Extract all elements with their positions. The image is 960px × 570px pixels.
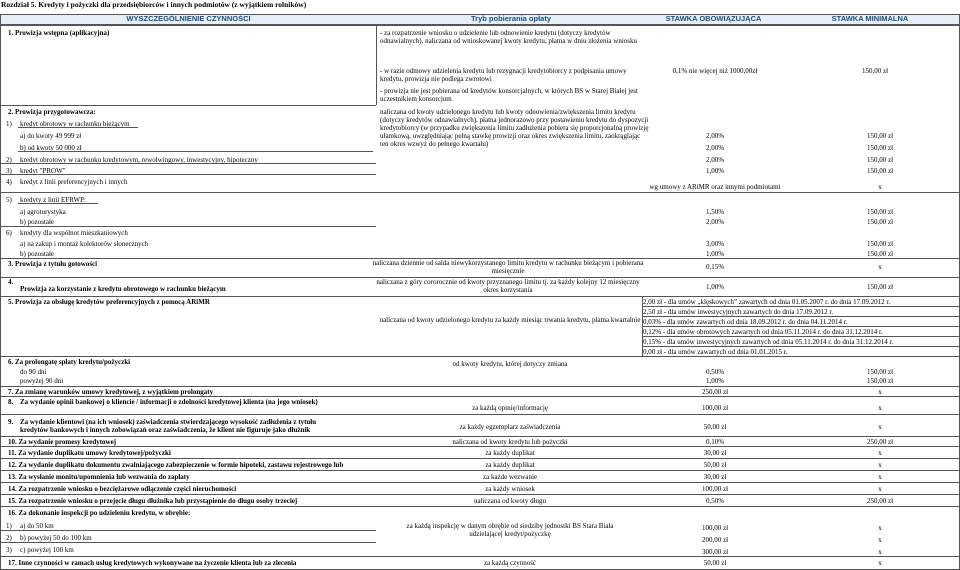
section-1-mode-b: - w razie odmowy udzielenia kredytu lub rezygnacji kredytobiorcy z podpisania umowy kredytu, prowizja nie podlega zwrotowi (380, 67, 627, 84)
section-10-rate: 0,10% (705, 438, 725, 446)
section-9-rate: 50,00 zł (703, 423, 727, 431)
section-16-row-c-min: x (878, 548, 882, 556)
section-2-row-1-number: 1) (6, 120, 12, 128)
header-rate: STAWKA OBOWIĄZUJĄCA (665, 14, 762, 23)
section-2-row-4-min: x (878, 183, 882, 191)
section-2-row-1a: a) do kwoty 49 999 zł (20, 132, 82, 140)
section-6-row-a-min: 150,00 zł (866, 368, 894, 376)
section-2-row-1b-rate: 2,00% (705, 144, 725, 152)
section-15-title: 15. Za rozpatrzenie wniosku o przejęcie długu dłużnika lub przystąpienie do długu osoby trzeciej (8, 497, 298, 505)
section-2-row-5a: a) agroturystyka (20, 208, 66, 216)
section-3-min: x (878, 263, 882, 271)
section-5-rate-4: 0,12% - dla umów obrotowych zawartych od dnia 05.11.2014 r. do dnia 31.12.2014 r. (643, 328, 883, 336)
section-2-row-5b: b) pozostałe (20, 218, 55, 226)
section-4-mode: naliczana z góry cororocznie od kwoty przyznanego limitu tj. za każdy kolejny 12 miesięczny okres korzystania (376, 278, 640, 295)
section-2-row-1b-min: 150,00 zł (866, 144, 894, 152)
section-17-min: x (878, 559, 882, 567)
section-5-title: 5. Prowizja za obsługę kredytów preferencyjnych z pomocą ARiMR (8, 298, 210, 306)
section-14-rate: 100,00 zł (701, 485, 729, 493)
section-2-row-6b-min: 150,00 zł (866, 250, 894, 258)
section-2-row-6b-rate: 1,00% (705, 250, 725, 258)
section-16-row-b-rate: 200,00 zł (701, 536, 729, 544)
section-4-rate: 1,00% (705, 283, 725, 291)
section-16-row-c-rate: 300,00 zł (701, 548, 729, 556)
section-6-row-b-min: 150,00 zł (866, 377, 894, 385)
section-9-min: x (878, 423, 882, 431)
section-3-mode: naliczana dziennie od salda niewykorzystanego limitu kredytu w rachunku bieżącym i pobierana miesięcznie (372, 259, 644, 276)
section-2-row-2-rate: 2,00% (705, 156, 725, 164)
section-6-row-a: do 90 dni (20, 368, 47, 376)
section-14-mode: za każdy wniosek (485, 485, 535, 493)
section-1-rate: 0,1% nie więcej niż 1000,00zł (672, 67, 758, 75)
section-8-title: Za wydanie opinii bankowej o kliencie / informacji o zdolności kredytowej klienta (na jego wniosek) (20, 398, 318, 406)
section-2-row-5a-rate: 1,50% (705, 208, 725, 216)
section-6-title: 6. Za prolongatę spłaty kredytu/pożyczki (8, 358, 131, 366)
section-12-min: x (878, 461, 882, 469)
section-2-row-2-number: 2) (6, 156, 12, 164)
section-16-row-a-number: 1) (6, 522, 12, 530)
section-2-row-3: kredyt "PROW" (20, 167, 66, 175)
section-3-title: 3. Prowizja z tytułu gotowości (8, 260, 98, 268)
section-7-rate: 250,00 zł (701, 388, 729, 396)
section-15-mode: naliczana od kwoty długu (473, 497, 547, 505)
section-10-title: 10. Za wydanie promesy kredytowej (8, 438, 117, 446)
section-12-mode: za każdy duplikat (485, 461, 535, 469)
section-5-rate-3: 0,03% - dla umów zawartych od dnia 18.09.2012 r. do dnia 04.11.2014 r. (643, 318, 848, 326)
section-16-row-c-number: 3) (6, 546, 12, 554)
section-13-mode: za każde wezwanie (482, 473, 538, 481)
section-2-title: 2. Prowizja przygotowawcza: (8, 108, 96, 116)
header-description: WYSZCZEGÓLNIENIE CZYNNOŚCI (126, 14, 251, 23)
section-2-row-4-rate: wg umowy z ARiMR oraz innymi podmiotami (649, 183, 781, 191)
section-13-rate: 30,00 zł (703, 473, 727, 481)
section-11-rate: 30,00 zł (703, 449, 727, 457)
document-title: Rozdział 5. Kredyty i pożyczki dla przedsiębiorców i innych podmiotów (z wyjątkiem rolników) (1, 0, 307, 9)
section-9-mode: za każdy egzemplarz zaświadczenia (459, 423, 561, 431)
section-4-title: Prowizja za korzystanie z kredytu obrotowego w rachunku bieżącym (20, 285, 226, 293)
section-17-rate: 50,00 zł (703, 559, 727, 567)
section-11-title: 11. Za wydanie duplikatu umowy kredytowej/pożyczki (8, 449, 171, 457)
section-5-rate-5: 0,15% - dla umów inwestycyjnych zawartych od dnia 05.11.2014 r. do dnia 31.12.2014 r. (643, 338, 894, 346)
section-7-min: x (878, 388, 882, 396)
section-1-mode-c: - prowizja nie jest pobierana od kredytów konsorcjalnych, w których BS w Starej Białej jest uczestnikiem konsorcjum (380, 87, 638, 104)
section-2-row-3-rate: 1,00% (705, 167, 725, 175)
section-12-title: 12. Za wydanie duplikatu dokumentu zwalniającego zabezpieczenie w formie hipoteki, zastawu rejestrowego lub (8, 461, 344, 469)
section-1-min: 150,00 zł (861, 67, 889, 75)
section-2-row-5b-rate: 2,00% (705, 218, 725, 226)
section-5-mode: naliczana od kwoty udzielonego kredytu za każdy miesiąc trwania kredytu, płatna kwartalnie (379, 316, 641, 324)
header-mode: Tryb pobierania opłaty (470, 14, 552, 23)
section-2-row-6a-rate: 3,00% (705, 240, 725, 248)
section-2-row-6: kredyty dla wspólnot mieszkaniowych (20, 229, 128, 237)
section-2-row-1a-rate: 2,00% (705, 132, 725, 140)
section-1-title: 1. Prowizja wstępna (aplikacyjna) (8, 29, 110, 37)
section-15-rate: 0,50% (705, 497, 725, 505)
section-2-row-2-min: 150,00 zł (866, 156, 894, 164)
section-2-row-1b: b) od kwoty 50 000 zł (20, 144, 82, 152)
section-5-rate-2: 2,50 zł - dla umów inwestycyjnych zawartych do dnia 17.09.2012 r. (643, 308, 834, 316)
section-2-row-3-number: 3) (6, 167, 12, 175)
section-10-mode: naliczana od kwoty kredytu lub pożyczki (452, 438, 568, 446)
section-7-title: 7. Za zmianę warunków umowy kredytowej, z wyjątkiem prolongaty (8, 388, 214, 396)
table-header (0, 14, 960, 25)
section-2-row-5-number: 5) (6, 196, 12, 204)
section-1-mode-a: - za rozpatrzenie wniosku o udzielenie lub odnowienie kredytu (dotyczy kredytów odnawialnych), naliczana od wnioskowanej kwoty kredytu, płatna w dniu złożenia wniosku (380, 29, 637, 46)
section-11-min: x (878, 449, 882, 457)
section-2-mode: naliczana od kwoty udzielonego kredytu lub kwoty odnowienia/zwiększenia limitu kredytu (dotyczy kredytów odnawialnych), płatna jednorazowo przy postawieniu kredytu do dyspozycji kredytobiorcy (w przypadku zwiększenia limitu zadłużenia pobiera się proporcjonalną prowizję ułamkową, uwzględniając pełną stawkę prowizji oraz okres zwiększenia limitu, zaokrąglając ten okres wzwyż do pełnego kwartału) (380, 108, 649, 149)
section-2-row-2: kredyt obrotowy w rachunku kredytowym, rewolwingowy, inwestycyjny, hipoteczny (20, 156, 258, 164)
section-8-number: 8. (8, 398, 14, 406)
section-3-rate: 0,15% (705, 263, 725, 271)
section-16-row-a-rate: 100,00 zł (701, 524, 729, 532)
section-2-row-6b: b) pozostałe (20, 250, 55, 258)
section-2-row-6a-min: 150,00 zł (866, 240, 894, 248)
section-15-min: 250,00 zł (866, 497, 894, 505)
section-4-min: 150,00 zł (866, 283, 894, 291)
section-2-row-5a-min: 150,00 zł (866, 208, 894, 216)
section-2-row-6a: a) na zakup i montaż kolektorów słonecznych (20, 240, 149, 248)
section-14-title: 14. Za rozpatrzenie wniosku o bezciężarowe odłączenie części nieruchomości (8, 485, 237, 493)
section-6-row-b-rate: 1,00% (705, 377, 725, 385)
section-8-rate: 100,00 zł (701, 404, 729, 412)
section-16-row-c: c) powyżej 100 km (20, 546, 74, 554)
section-2-row-5b-min: 150,00 zł (866, 218, 894, 226)
section-6-row-a-rate: 0,50% (705, 368, 725, 376)
section-2-row-5: kredyty z linii EFRWP: (20, 196, 86, 204)
section-2-row-3-min: 150,00 zł (866, 167, 894, 175)
section-2-row-1a-min: 150,00 zł (866, 132, 894, 140)
section-17-title: 17. Inne czynności w ramach usług kredytowych wykonywane na życzenie klienta lub za zlecenia (8, 559, 297, 567)
section-2-row-4-number: 4) (6, 178, 12, 186)
section-12-rate: 50,00 zł (703, 461, 727, 469)
section-6-row-b: powyżej 90 dni (20, 377, 64, 385)
section-14-min: x (878, 485, 882, 493)
section-13-min: x (878, 473, 882, 481)
section-4-number: 4. (8, 278, 14, 286)
section-16-row-b-number: 2) (6, 534, 12, 542)
section-2-row-1: kredyt obrotowy w rachunku bieżącym (20, 120, 130, 128)
section-17-mode: za każdą czynność (483, 559, 537, 567)
section-6-mode: od kwoty kredytu, której dotyczy zmiana (452, 360, 568, 368)
section-16-row-b-min: x (878, 536, 882, 544)
section-16-row-a-min: x (878, 524, 882, 532)
section-9-number: 9. (8, 418, 14, 426)
section-5-rate-6: 0,00 zł - dla umów zawartych od dnia 01.01.2015 r. (643, 348, 788, 356)
section-16-mode: za każdą inspekcję w danym obrębie od siedziby jednostki BS Stara Biała udzielającej kredyt/pożyczkę (406, 522, 614, 539)
header-minimum: STAWKA MINIMALNA (831, 14, 909, 23)
section-9-title: Za wydanie klientowi (na ich wniosek) zaświadczenia stwierdzającego wysokość zadłużenia z tytułu kredytów bankowych i innych zobowiązań oraz zaświadczenia, że klient nie figuruje jako dłużnik (20, 418, 317, 435)
section-13-title: 13. Za wysłanie monitu/upomnienia lub wezwania do zapłaty (8, 473, 190, 481)
section-5-rate-1: 2,00 zł - dla umów „klęskowych” zawartych od dnia 01.05.2007 r. do dnia 17.09.2012 r. (643, 298, 891, 306)
section-16-row-a: a) do 50 km (20, 522, 54, 530)
section-8-mode: za każdą opinię/informację (472, 404, 548, 412)
section-2-row-4: kredyt z linii preferencyjnych i innych (20, 178, 128, 186)
section-10-min: 250,00 zł (866, 438, 894, 446)
section-2-row-6-number: 6) (6, 229, 12, 237)
section-16-row-b: b) powyżej 50 do 100 km (20, 534, 92, 542)
section-11-mode: za każdy duplikat (485, 449, 535, 457)
section-8-min: x (878, 404, 882, 412)
section-16-title: 16. Za dokonanie inspekcji po udzieleniu kredytu, w obrębie: (8, 509, 191, 517)
